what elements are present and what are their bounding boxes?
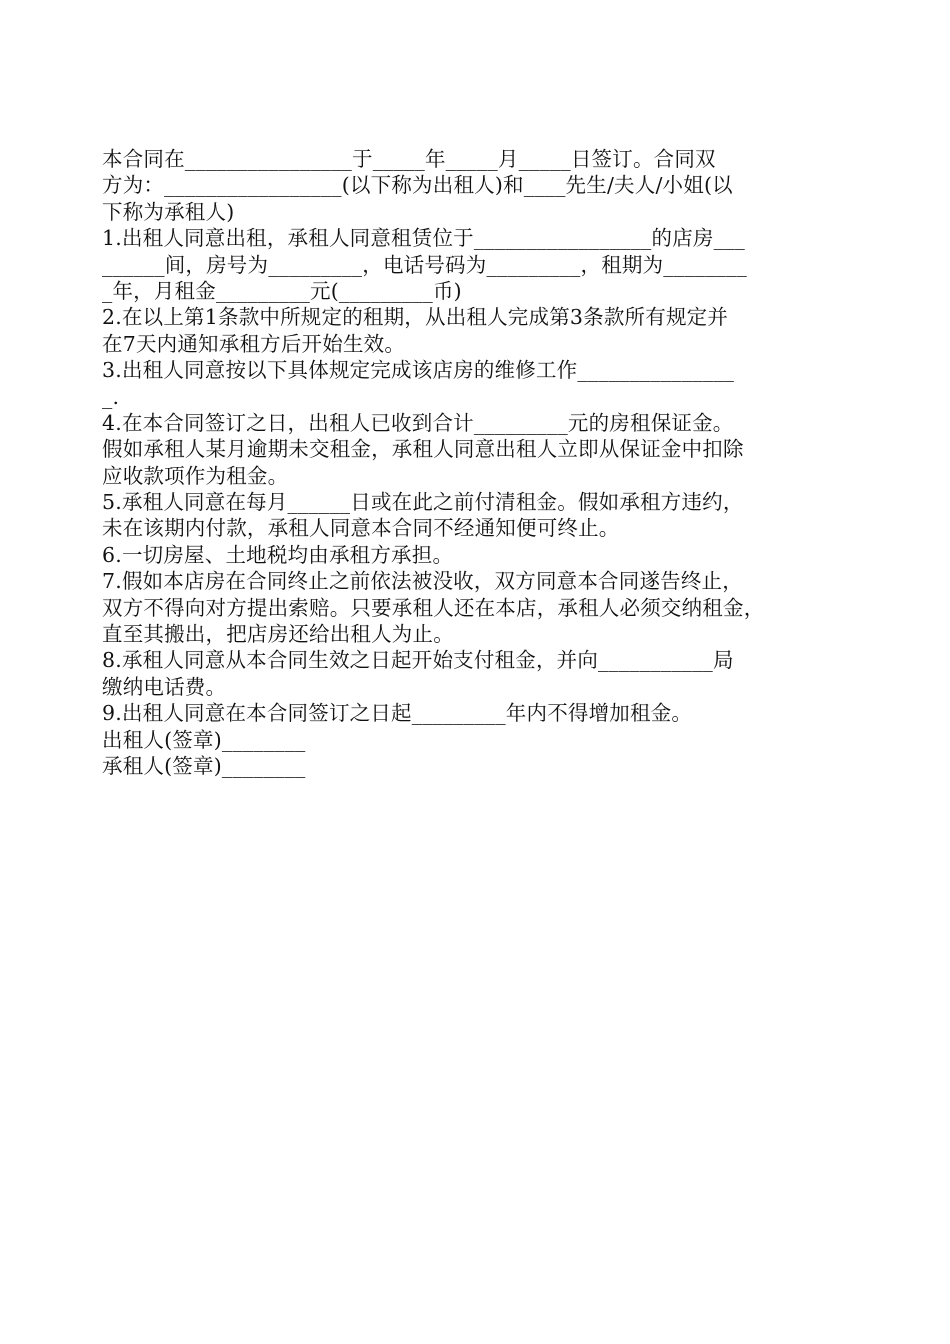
clause-2-line: 在7天内通知承租方后开始生效。	[102, 331, 406, 356]
clause-4-line: 应收款项作为租金。	[102, 463, 289, 488]
clause-9-line: 9.出租人同意在本合同签订之日起_________年内不得增加租金。	[102, 701, 693, 726]
clause-5-line: 未在该期内付款，承租人同意本合同不经通知便可终止。	[102, 516, 620, 541]
clause-7-line: 双方不得向对方提出索赔。只要承租人还在本店，承租人必须交纳租金，	[102, 595, 765, 620]
clause-7-line: 7.假如本店房在合同终止之前依法被没收，双方同意本合同遂告终止，	[102, 569, 743, 594]
clause-3-line: 3.出租人同意按以下具体规定完成该店房的维修工作_______________	[102, 358, 735, 383]
clause-4-line: 假如承租人某月逾期未交租金，承租人同意出租人立即从保证金中扣除	[102, 437, 744, 462]
contract-line: 方为：_________________(以下称为出租人)和____先生/夫人/小姐(以	[102, 173, 733, 198]
lessor-signature-line: 出租人(签章)________	[102, 727, 306, 752]
clause-4-line: 4.在本合同签订之日，出租人已收到合计_________元的房租保证金。	[102, 410, 734, 435]
clause-1-line: ______间，房号为_________，电话号码为_________，租期为________	[102, 252, 747, 277]
clause-8-line: 缴纳电话费。	[102, 674, 227, 699]
clause-8-line: 8.承租人同意从本合同生效之日起开始支付租金，并向___________局	[102, 648, 734, 673]
contract-body	[102, 146, 854, 779]
clause-1-line: 1.出租人同意出租，承租人同意租赁位于_________________的店房___	[102, 226, 745, 251]
clause-6-line: 6.一切房屋、土地税均由承租方承担。	[102, 542, 454, 567]
clause-5-line: 5.承租人同意在每月______日或在此之前付清租金。假如承租方违约，	[102, 490, 744, 515]
clause-1-line: _年，月租金_________元(_________币)	[102, 278, 462, 303]
clause-7-line: 直至其搬出，把店房还给出租人为止。	[102, 622, 454, 647]
lessee-signature-line: 承租人(签章)________	[102, 753, 306, 778]
contract-line: 本合同在________________于_____年_____月_____日签订。合同双	[102, 147, 716, 171]
clause-2-line: 2.在以上第1条款中所规定的租期，从出租人完成第3条款所有规定并	[102, 305, 729, 330]
clause-3-line: _.	[102, 384, 120, 409]
contract-line: 下称为承租人)	[102, 199, 235, 224]
